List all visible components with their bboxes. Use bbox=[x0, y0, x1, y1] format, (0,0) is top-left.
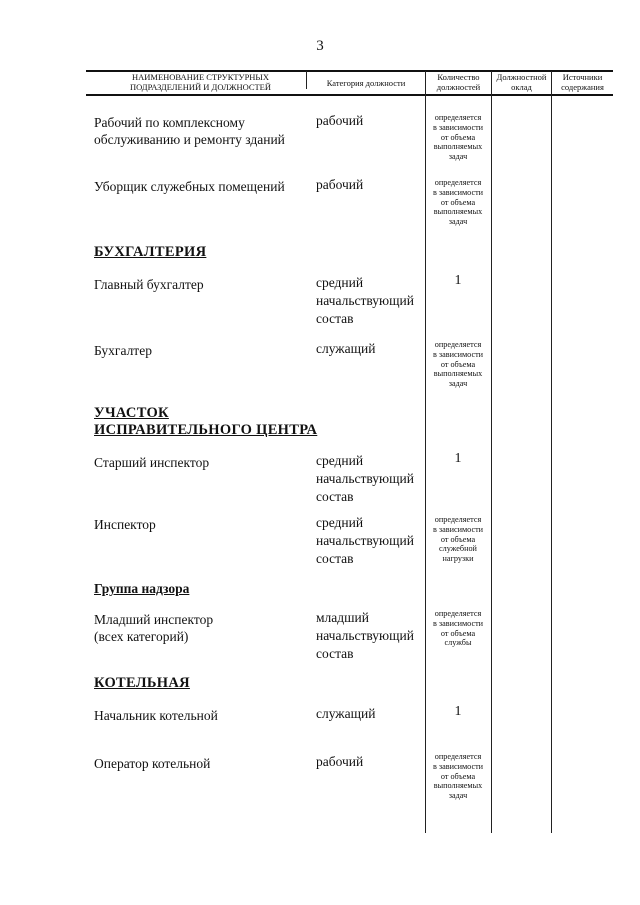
header-salary: Должностной оклад bbox=[496, 72, 547, 92]
column-divider bbox=[491, 71, 492, 833]
position-name: Старший инспектор bbox=[94, 455, 210, 470]
section-heading: УЧАСТОК ИСПРАВИТЕЛЬНОГО ЦЕНТРА bbox=[94, 405, 318, 438]
header-name: НАИМЕНОВАНИЕ СТРУКТУРНЫХ ПОДРАЗДЕЛЕНИЙ И ДОЛЖНОСТЕЙ bbox=[129, 72, 272, 92]
position-category: младший начальствующий состав bbox=[316, 610, 414, 661]
position-category: служащий bbox=[316, 706, 376, 721]
header-count: Количество должностей bbox=[436, 72, 481, 92]
position-name: Оператор котельной bbox=[94, 756, 211, 771]
position-category: рабочий bbox=[316, 754, 364, 769]
position-count: 1 bbox=[454, 273, 462, 288]
header-category: Категория должности bbox=[326, 78, 406, 88]
position-count-note: определяется в зависимости от объема службы bbox=[432, 609, 484, 648]
position-name: Рабочий по комплексному обслуживанию и ремонту зданий bbox=[94, 115, 285, 147]
position-count: 1 bbox=[454, 451, 462, 466]
position-name: Начальник котельной bbox=[94, 708, 218, 723]
header-source: Источники содержания bbox=[561, 72, 604, 92]
subsection-heading: Группа надзора bbox=[94, 581, 190, 596]
position-category: рабочий bbox=[316, 113, 364, 128]
position-count-note: определяется в зависимости от объема выполняемых задач bbox=[432, 752, 484, 801]
table-header-rule bbox=[86, 94, 613, 96]
position-category: средний начальствующий состав bbox=[316, 515, 414, 566]
position-name: Младший инспектор (всех категорий) bbox=[94, 612, 214, 644]
position-category: средний начальствующий состав bbox=[316, 453, 414, 504]
position-category: служащий bbox=[316, 341, 376, 356]
position-count-note: определяется в зависимости от объема выполняемых задач bbox=[432, 340, 484, 389]
position-count-note: определяется в зависимости от объема служебной нагрузки bbox=[432, 515, 484, 564]
position-name: Главный бухгалтер bbox=[94, 277, 204, 292]
section-heading: БУХГАЛТЕРИЯ bbox=[94, 244, 207, 260]
position-name: Уборщик служебных помещений bbox=[94, 179, 285, 194]
position-name: Инспектор bbox=[94, 517, 156, 532]
column-divider bbox=[551, 71, 552, 833]
position-name: Бухгалтер bbox=[94, 343, 152, 358]
position-count-note: определяется в зависимости от объема выполняемых задач bbox=[432, 113, 484, 162]
position-category: рабочий bbox=[316, 177, 364, 192]
position-count-note: определяется в зависимости от объема выполняемых задач bbox=[432, 178, 484, 227]
section-heading: КОТЕЛЬНАЯ bbox=[94, 675, 190, 691]
position-count: 1 bbox=[454, 704, 462, 719]
position-category: средний начальствующий состав bbox=[316, 275, 414, 326]
page-number: 3 bbox=[316, 38, 324, 54]
